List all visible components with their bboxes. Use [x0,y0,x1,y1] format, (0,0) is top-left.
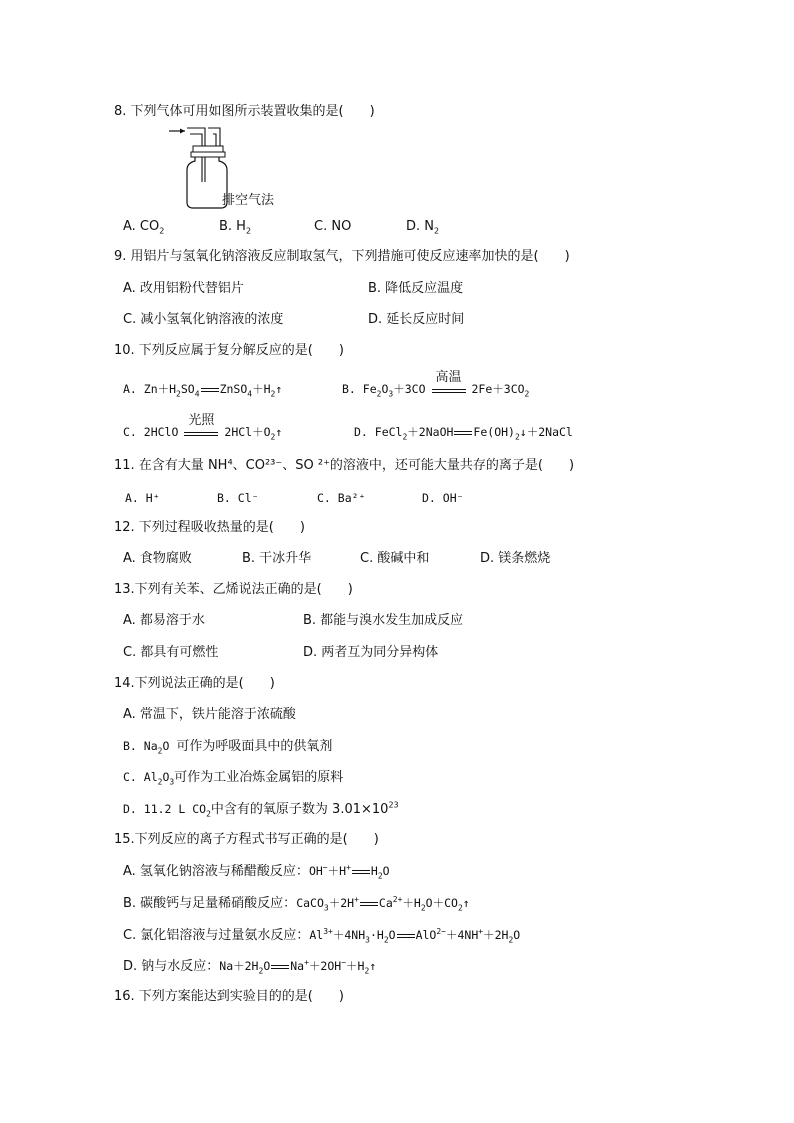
q12-option-b: B. 干冰升华 [242,551,312,566]
q11-option-c: C. Ba²⁺ [317,491,366,505]
q12-stem: 12. 下列过程吸收热量的是( ) [114,520,305,535]
q14-option-b: B. $Na_2O$ 可作为呼吸面具中的供氧剂 [123,739,333,756]
q14-stem: 14.下列说法正确的是( ) [114,676,275,691]
q14-option-d: D. 11.2 L $CO_2$中含有的氧原子数为 $3.01\times 10^{23}$ [123,800,399,819]
q15-option-b: B. 碳酸钙与足量稀硝酸反应：CaCO$_3$＋2H+ $Ca^{2+}+H_2O+CO_2↑$ [123,895,470,913]
q11-stem: 11. 在含有大量 NH⁴、CO²³⁻、SO ²⁺的溶液中，还可能大量共存的离子是( ) [114,458,575,473]
q13-stem: 13.下列有关苯、乙烯说法正确的是( ) [114,582,353,597]
q9-option-a: A. 改用铝粉代替铝片 [123,281,244,296]
q12-option-a: A. 食物腐败 [123,551,192,566]
q15-option-a: A. 氢氧化钠溶液与稀醋酸反应：OH−＋H+ $H_2O$ [123,863,390,881]
q15-option-d: D. 钠与水反应：$Na+2H_2O$ $Na^++2OH^-+H_2↑$ [123,958,377,976]
q11-option-d: D. OH⁻ [422,491,464,505]
q8-option-a: A. $CO_2$ [123,219,165,236]
q10-option-d: D. FeCl$_2$＋2NaOH $Fe(OH)_2↓+2NaCl$ [354,425,573,442]
q8-stem: 8. 下列气体可用如图所示装置收集的是( ) [114,104,375,119]
q10-option-a: A. $Zn+H_2SO_4$ $ZnSO_4+H_2↑$ [123,382,283,399]
q10-condition-light: 光照 [188,413,215,428]
q9-option-b: B. 降低反应温度 [368,281,464,296]
q12-option-d: D. 镁条燃烧 [480,551,551,566]
q8-option-d: D. $N_2$ [406,219,440,236]
q14-option-c: C. $Al_2O_3$可作为工业冶炼金属铝的原料 [123,770,344,787]
q13-option-d: D. 两者互为同分异构体 [303,645,439,660]
q15-stem: 15.下列反应的离子方程式书写正确的是( ) [114,832,379,847]
q13-option-b: B. 都能与溴水发生加成反应 [303,613,464,628]
q9-option-c: C. 减小氢氧化钠溶液的浓度 [123,312,284,327]
q9-option-d: D. 延长反应时间 [368,312,465,327]
q10-option-c: C. 2HClO 光照 $2HCl+O_2↑$ [123,413,283,442]
q13-option-a: A. 都易溶于水 [123,613,205,628]
q11-option-b: B. Cl⁻ [217,491,259,505]
q10-stem: 10. 下列反应属于复分解反应的是( ) [114,343,344,358]
q8-figure-label: 排空气法 [222,193,275,208]
q9-stem: 9. 用铝片与氢氧化钠溶液反应制取氢气，下列措施可使反应速率加快的是( ) [114,249,570,264]
q11-option-a: A. H⁺ [125,491,160,505]
q15-option-c: C. 氯化铝溶液与过量氨水反应：$Al^{3+}+4NH_3\cdot H_2O$ $AlO^{2-}+4NH^++2H_2O$ [123,927,521,945]
q12-option-c: C. 酸碱中和 [360,551,430,566]
q14-option-a: A. 常温下，铁片能溶于浓硫酸 [123,707,296,722]
q13-option-c: C. 都具有可燃性 [123,645,219,660]
q10-condition-high-temp: 高温 [435,370,462,385]
q16-stem: 16. 下列方案能达到实验目的的是( ) [114,989,344,1004]
q8-option-b: B. $H_2$ [219,219,252,236]
q10-option-b: B. $Fe_2O_3+3CO$ 高温 $2Fe+3CO_2$ [342,370,530,399]
q8-option-c: C. NO [314,219,352,234]
